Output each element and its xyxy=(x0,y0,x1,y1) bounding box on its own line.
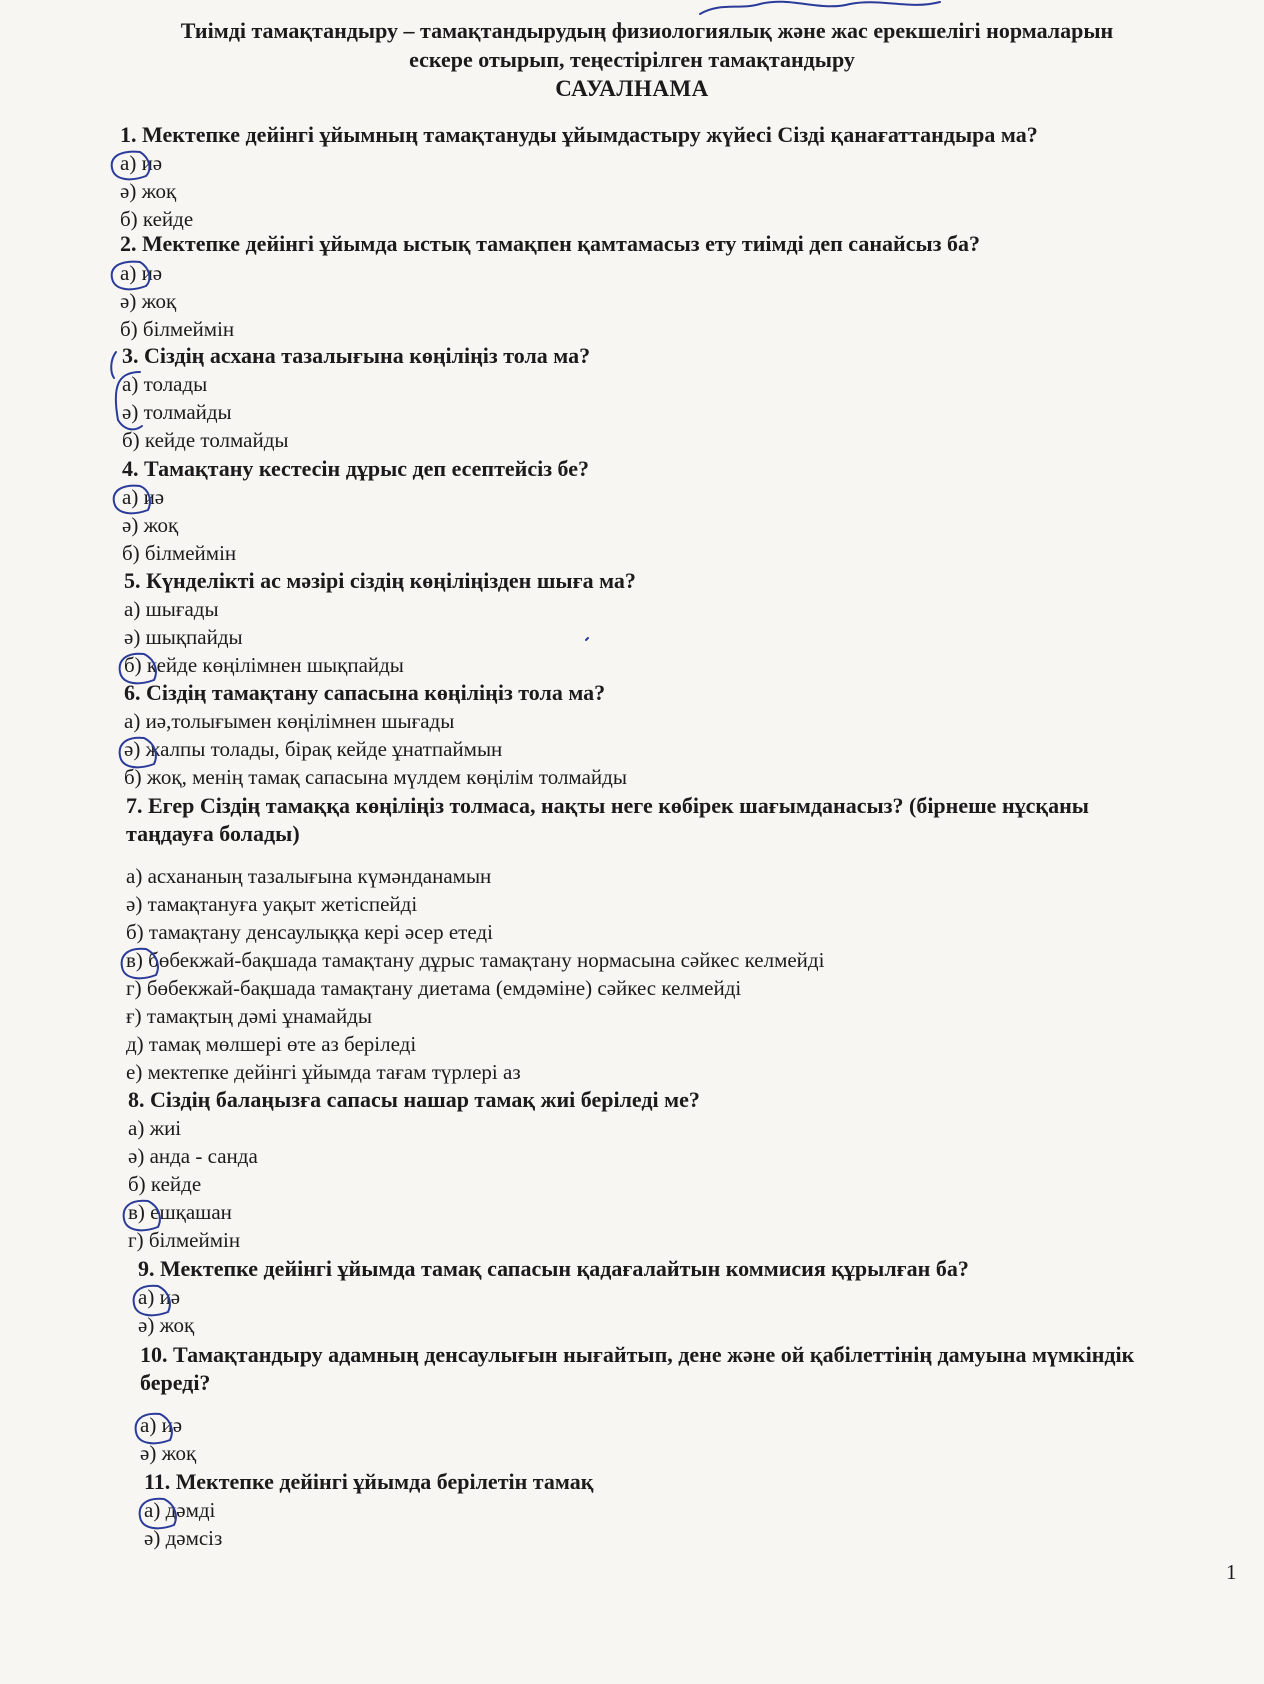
q4-option-b: б) білмеймін xyxy=(122,541,237,565)
q6-option-a: а) иә,толығымен көңілімнен шығады xyxy=(124,709,455,733)
q4-option-a: а) иә xyxy=(122,485,165,509)
q8-option-b: б) кейде xyxy=(128,1172,202,1196)
question-1: 1. Мектепке дейінгі ұйымның тамақтануды ұйымдастыру жүйесі Сізді қанағаттандыра ма? xyxy=(120,122,1038,147)
q1-option-a: а) иә xyxy=(120,151,163,175)
q8-option-v: в) ешқашан xyxy=(128,1200,232,1224)
q10-option-ae: ә) жоқ xyxy=(140,1441,197,1465)
question-8: 8. Сіздің балаңызға сапасы нашар тамақ жиі беріледі ме? xyxy=(128,1087,700,1112)
q7-option-a: а) асхананың тазалығына күмәнданамын xyxy=(126,864,492,888)
question-6: 6. Сіздің тамақтану сапасына көңіліңіз тола ма? xyxy=(124,680,606,705)
q3-option-a: а) толады xyxy=(122,372,208,396)
pen-scribble-top xyxy=(700,2,940,14)
q2-option-b: б) білмеймін xyxy=(120,317,235,341)
q5-option-ae: ә) шықпайды xyxy=(124,625,243,649)
q6-option-ae: ә) жалпы толады, бірақ кейде ұнатпаймын xyxy=(124,737,503,761)
q5-option-a: а) шығады xyxy=(124,597,219,621)
q7-option-b: б) тамақтану денсаулыққа кері әсер етеді xyxy=(126,920,493,944)
q7-option-gh: ғ) тамақтың дәмі ұнамайды xyxy=(126,1004,372,1028)
question-9: 9. Мектепке дейінгі ұйымда тамақ сапасын қадағалайтын коммисия құрылған ба? xyxy=(138,1256,969,1281)
q1-option-ae: ә) жоқ xyxy=(120,179,177,203)
page-number: 1 xyxy=(1226,1560,1237,1584)
q3-option-ae: ә) толмайды xyxy=(122,400,232,424)
q2-option-ae: ә) жоқ xyxy=(120,289,177,313)
question-2: 2. Мектепке дейінгі ұйымда ыстық тамақпен қамтамасыз ету тиімді деп санайсыз ба? xyxy=(120,231,980,256)
q10-option-a: а) иә xyxy=(140,1413,183,1437)
title-line-1: Тиімді тамақтандыру – тамақтандырудың физиологиялық және жас ерекшелігі нормаларын xyxy=(180,18,1114,43)
title-line-2: ескере отырып, теңестірілген тамақтандыру xyxy=(409,47,855,72)
q2-option-a: а) иә xyxy=(120,261,163,285)
q7-option-d: д) тамақ мөлшері өте аз беріледі xyxy=(126,1032,417,1056)
q4-option-ae: ә) жоқ xyxy=(122,513,179,537)
q8-option-ae: ә) анда - санда xyxy=(128,1144,258,1168)
q1-option-b: б) кейде xyxy=(120,207,194,231)
q3-option-b: б) кейде толмайды xyxy=(122,428,289,452)
question-10: 10. Тамақтандыру адамның денсаулығын нығайтып, дене және ой қабілеттінің дамуына мүмкіндік береді? xyxy=(140,1342,1135,1395)
q9-option-a: а) иә xyxy=(138,1285,181,1309)
pen-dot xyxy=(586,638,588,640)
q5-option-b: б) кейде көңілімнен шықпайды xyxy=(124,653,404,677)
q11-option-a: а) дәмді xyxy=(144,1498,216,1522)
question-5: 5. Күнделікті ас мәзірі сіздің көңіліңізден шыға ма? xyxy=(124,568,636,593)
q8-option-a: а) жиі xyxy=(128,1116,182,1140)
q8-option-g: г) білмеймін xyxy=(128,1228,241,1252)
pen-stroke-q3 xyxy=(111,352,116,378)
question-7: 7. Егер Сіздің тамаққа көңіліңіз толмаса, нақты неге көбірек шағымданасыз? (бірнеше нұсқаны таңдауға болады) xyxy=(126,793,1089,846)
question-4: 4. Тамақтану кестесін дұрыс деп есептейсіз бе? xyxy=(122,456,590,481)
title-survey: САУАЛНАМА xyxy=(555,76,709,101)
q6-option-b: б) жоқ, менің тамақ сапасына мүлдем көңілім толмайды xyxy=(124,765,627,789)
question-11: 11. Мектепке дейінгі ұйымда берілетін тамақ xyxy=(144,1469,594,1494)
q7-option-g: г) бөбекжай-бақшада тамақтану диетама (емдәміне) сәйкес келмейді xyxy=(126,976,742,1000)
question-3: 3. Сіздің асхана тазалығына көңіліңіз тола ма? xyxy=(122,343,591,368)
q7-option-v: в) бөбекжай-бақшада тамақтану дұрыс тамақтану нормасына сәйкес келмейді xyxy=(126,948,825,972)
q11-option-ae: ә) дәмсіз xyxy=(144,1526,223,1550)
document-header xyxy=(0,16,1264,103)
q9-option-ae: ә) жоқ xyxy=(138,1313,195,1337)
q7-option-ae: ә) тамақтануға уақыт жетіспейді xyxy=(126,892,418,916)
q7-option-e: е) мектепке дейінгі ұйымда тағам түрлері аз xyxy=(126,1060,521,1084)
